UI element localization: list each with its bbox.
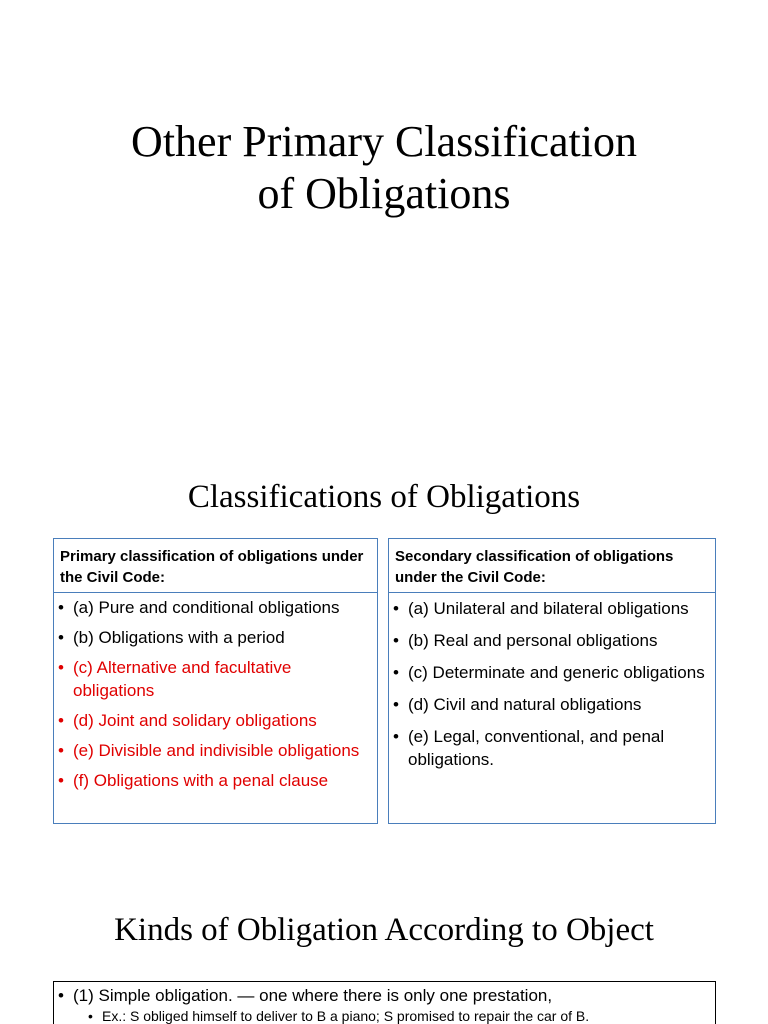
secondary-classification-table [388,538,716,824]
primary-classification-table [53,538,378,824]
secondary-table-body [389,593,715,771]
secondary-table-header: Secondary classification of obligations under the Civil Code: [389,539,715,593]
primary-item-c: • (c) Alternative and facultative obligations [58,656,373,702]
slide-title-classifications: Classifications of Obligations [187,479,581,515]
primary-table-body [54,593,377,792]
object-kinds-box [53,981,716,1024]
simple-obligation-bullet: • (1) Simple obligation. — one where there is only one prestation, [58,984,711,1007]
title-line-1: Other Primary Classification [131,117,637,166]
secondary-item-c: • (c) Determinate and generic obligations [393,661,711,684]
primary-item-e: • (e) Divisible and indivisible obligations [58,739,373,762]
title-line-2: of Obligations [257,169,511,218]
primary-table-header: Primary classification of obligations under the Civil Code: [54,539,377,593]
secondary-item-e: • (e) Legal, conventional, and penal obligations. [393,725,711,771]
secondary-item-a: • (a) Unilateral and bilateral obligations [393,597,711,620]
secondary-item-b: • (b) Real and personal obligations [393,629,711,652]
primary-item-a: • (a) Pure and conditional obligations [58,596,373,619]
simple-obligation-example: • Ex.: S obliged himself to deliver to B a piano; S promised to repair the car of B. [58,1007,711,1024]
primary-item-b: • (b) Obligations with a period [58,626,373,649]
primary-item-d: • (d) Joint and solidary obligations [58,709,373,732]
slide-title-kinds-by-object: Kinds of Obligation According to Object [114,912,654,948]
slide-title-primary-classification [0,116,768,220]
secondary-item-d: • (d) Civil and natural obligations [393,693,711,716]
primary-item-f: • (f) Obligations with a penal clause [58,769,373,792]
